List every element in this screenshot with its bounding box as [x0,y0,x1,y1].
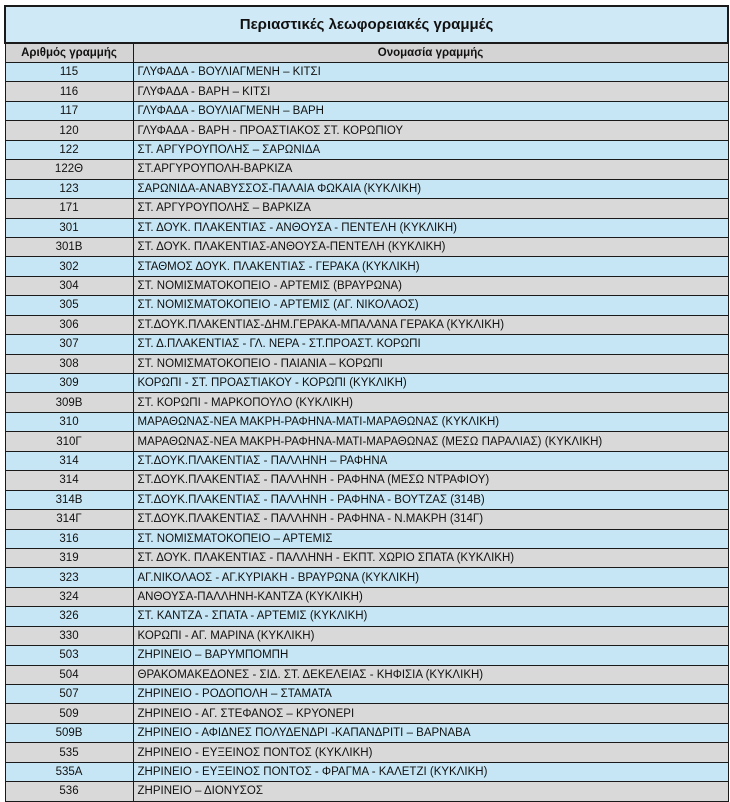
line-name-cell: ΣΤ. ΑΡΓΥΡΟΥΠΟΛΗΣ – ΣΑΡΩΝΙΔΑ [133,140,728,159]
table-row [5,743,728,762]
line-number-cell: 535Α [5,762,133,781]
line-number-cell: 319 [5,548,133,567]
line-number-cell: 306 [5,315,133,334]
table-row [5,101,728,120]
column-header-number: Αριθμός γραμμής [5,43,133,63]
line-name-cell: ΣΤ. ΝΟΜΙΣΜΑΤΟΚΟΠΕΙΟ - ΑΡΤΕΜΙΣ (ΒΡΑΥΡΩΝΑ) [133,276,728,295]
line-name-cell: ΣΤ. ΔΟΥΚ. ΠΛΑΚΕΝΤΙΑΣ - ΠΑΛΛΗΝΗ - ΕΚΠΤ. ΧΩΡΙΟ ΣΠΑΤΑ (ΚΥΚΛΙΚΗ) [133,548,728,567]
table-row [5,762,728,781]
line-number-cell: 309 [5,374,133,393]
line-name-cell: ΣΤ.ΔΟΥΚ.ΠΛΑΚΕΝΤΙΑΣ - ΠΑΛΛΗΝΗ - ΡΑΦΗΝΑ - Ν.ΜΑΚΡΗ (314Γ) [133,510,728,529]
line-number-cell: 117 [5,101,133,120]
line-name-cell: ΣΤ. ΑΡΓΥΡΟΥΠΟΛΗΣ – ΒΑΡΚΙΖΑ [133,199,728,218]
table-row [5,782,728,801]
line-number-cell: 324 [5,587,133,606]
line-number-cell: 307 [5,335,133,354]
line-number-cell: 504 [5,665,133,684]
header-row [5,43,728,63]
table-row [5,140,728,159]
line-name-cell: ΚΟΡΩΠΙ - ΑΓ. ΜΑΡΙΝΑ (ΚΥΚΛΙΚΗ) [133,626,728,645]
line-name-cell: ΖΗΡΙΝΕΙΟ - ΕΥΞΕΙΝΟΣ ΠΟΝΤΟΣ (ΚΥΚΛΙΚΗ) [133,743,728,762]
line-name-cell: ΜΑΡΑΘΩΝΑΣ-ΝΕΑ ΜΑΚΡΗ-ΡΑΦΗΝΑ-ΜΑΤΙ-ΜΑΡΑΘΩΝΑΣ (ΚΥΚΛΙΚΗ) [133,412,728,431]
line-name-cell: ΖΗΡΙΝΕΙΟ - ΡΟΔΟΠΟΛΗ – ΣΤΑΜΑΤΑ [133,685,728,704]
line-number-cell: 310Γ [5,432,133,451]
line-name-cell: ΖΗΡΙΝΕΙΟ - ΕΥΞΕΙΝΟΣ ΠΟΝΤΟΣ - ΦΡΑΓΜΑ - ΚΑΛΕΤΖΙ (ΚΥΚΛΙΚΗ) [133,762,728,781]
line-number-cell: 503 [5,646,133,665]
line-number-cell: 309Β [5,393,133,412]
table-row [5,296,728,315]
line-name-cell: ΣΤ.ΔΟΥΚ.ΠΛΑΚΕΝΤΙΑΣ - ΠΑΛΛΗΝΗ - ΡΑΦΗΝΑ (ΜΕΣΩ ΝΤΡΑΦΙΟΥ) [133,471,728,490]
line-name-cell: ΣΤ. ΚΟΡΩΠΙ - ΜΑΡΚΟΠΟΥΛΟ (ΚΥΚΛΙΚΗ) [133,393,728,412]
table-row [5,121,728,140]
line-number-cell: 122 [5,140,133,159]
table-row [5,510,728,529]
table-row [5,160,728,179]
line-name-cell: ΓΛΥΦΑΔΑ - ΒΑΡΗ - ΠΡΟΑΣΤΙΑΚΟΣ ΣΤ. ΚΟΡΩΠΙΟΥ [133,121,728,140]
line-name-cell: ΣΤ. ΔΟΥΚ. ΠΛΑΚΕΝΤΙΑΣ-ΑΝΘΟΥΣΑ-ΠΕΝΤΕΛΗ (ΚΥΚΛΙΚΗ) [133,237,728,256]
line-name-cell: ΣΤ. ΝΟΜΙΣΜΑΤΟΚΟΠΕΙΟ - ΑΡΤΕΜΙΣ (ΑΓ. ΝΙΚΟΛΑΟΣ) [133,296,728,315]
line-number-cell: 301 [5,218,133,237]
table-row [5,218,728,237]
table-row [5,335,728,354]
line-name-cell: ΣΤ.ΔΟΥΚ.ΠΛΑΚΕΝΤΙΑΣ - ΠΑΛΛΗΝΗ – ΡΑΦΗΝΑ [133,451,728,470]
table-row [5,354,728,373]
table-row [5,587,728,606]
bus-lines-sheet [4,5,727,802]
line-name-cell: ΣΤ.ΔΟΥΚ.ΠΛΑΚΕΝΤΙΑΣ-ΔΗΜ.ΓΕΡΑΚΑ-ΜΠΑΛΑΝΑ ΓΕΡΑΚΑ (ΚΥΚΛΙΚΗ) [133,315,728,334]
line-number-cell: 509Β [5,723,133,742]
table-row [5,432,728,451]
table-row [5,665,728,684]
line-number-cell: 304 [5,276,133,295]
table-row [5,451,728,470]
table-body [5,63,728,802]
line-name-cell: ΣΤΑΘΜΟΣ ΔΟΥΚ. ΠΛΑΚΕΝΤΙΑΣ - ΓΕΡΑΚΑ (ΚΥΚΛΙΚΗ) [133,257,728,276]
table-row [5,471,728,490]
table-row [5,276,728,295]
line-name-cell: ΓΛΥΦΑΔΑ - ΒΟΥΛΙΑΓΜΕΝΗ – ΒΑΡΗ [133,101,728,120]
line-number-cell: 301Β [5,237,133,256]
line-number-cell: 314 [5,471,133,490]
table-row [5,315,728,334]
line-number-cell: 305 [5,296,133,315]
line-number-cell: 122Θ [5,160,133,179]
line-name-cell: ΣΤ.ΑΡΓΥΡΟΥΠΟΛΗ-ΒΑΡΚΙΖΑ [133,160,728,179]
line-name-cell: ΓΛΥΦΑΔΑ - ΒΟΥΛΙΑΓΜΕΝΗ – ΚΙΤΣΙ [133,63,728,82]
line-name-cell: ΖΗΡΙΝΕΙΟ - ΑΦΙΔΝΕΣ ΠΟΛΥΔΕΝΔΡΙ -ΚΑΠΑΝΔΡΙΤΙ – ΒΑΡΝΑΒΑ [133,723,728,742]
line-number-cell: 535 [5,743,133,762]
line-number-cell: 326 [5,607,133,626]
line-name-cell: ΣΤ. ΝΟΜΙΣΜΑΤΟΚΟΠΕΙΟ - ΠΑΙΑΝΙΑ – ΚΟΡΩΠΙ [133,354,728,373]
line-name-cell: ΓΛΥΦΑΔΑ - ΒΑΡΗ – ΚΙΤΣΙ [133,82,728,101]
table-row [5,237,728,256]
line-number-cell: 302 [5,257,133,276]
line-number-cell: 308 [5,354,133,373]
table-row [5,568,728,587]
line-name-cell: ΣΤ.ΔΟΥΚ.ΠΛΑΚΕΝΤΙΑΣ - ΠΑΛΛΗΝΗ - ΡΑΦΗΝΑ - ΒΟΥΤΖΑΣ (314Β) [133,490,728,509]
line-name-cell: ΖΗΡΙΝΕΙΟ – ΒΑΡΥΜΠΟΜΠΗ [133,646,728,665]
line-number-cell: 120 [5,121,133,140]
table-row [5,548,728,567]
table-row [5,490,728,509]
line-name-cell: ΖΗΡΙΝΕΙΟ – ΔΙΟΝΥΣΟΣ [133,782,728,801]
line-number-cell: 323 [5,568,133,587]
table-row [5,82,728,101]
line-name-cell: ΚΟΡΩΠΙ - ΣΤ. ΠΡΟΑΣΤΙΑΚΟΥ - ΚΟΡΩΠΙ (ΚΥΚΛΙΚΗ) [133,374,728,393]
table-row [5,179,728,198]
table-title: Περιαστικές λεωφορειακές γραμμές [5,6,728,43]
line-number-cell: 507 [5,685,133,704]
bus-lines-table [4,5,729,802]
line-number-cell: 116 [5,82,133,101]
line-number-cell: 536 [5,782,133,801]
line-name-cell: ΘΡΑΚΟΜΑΚΕΔΟΝΕΣ - ΣΙΔ. ΣΤ. ΔΕΚΕΛΕΙΑΣ - ΚΗΦΙΣΙΑ (ΚΥΚΛΙΚΗ) [133,665,728,684]
line-number-cell: 310 [5,412,133,431]
table-row [5,607,728,626]
table-row [5,63,728,82]
table-row [5,257,728,276]
line-name-cell: ΣΤ. Δ.ΠΛΑΚΕΝΤΙΑΣ - ΓΛ. ΝΕΡΑ - ΣΤ.ΠΡΟΑΣΤ. ΚΟΡΩΠΙ [133,335,728,354]
table-row [5,646,728,665]
line-number-cell: 314Γ [5,510,133,529]
line-name-cell: ΜΑΡΑΘΩΝΑΣ-ΝΕΑ ΜΑΚΡΗ-ΡΑΦΗΝΑ-ΜΑΤΙ-ΜΑΡΑΘΩΝΑΣ (ΜΕΣΩ ΠΑΡΑΛΙΑΣ) (ΚΥΚΛΙΚΗ) [133,432,728,451]
line-number-cell: 314Β [5,490,133,509]
line-name-cell: ΖΗΡΙΝΕΙΟ - ΑΓ. ΣΤΕΦΑΝΟΣ – ΚΡΥΟΝΕΡΙ [133,704,728,723]
table-row [5,704,728,723]
line-number-cell: 314 [5,451,133,470]
line-number-cell: 509 [5,704,133,723]
table-row [5,685,728,704]
line-name-cell: ΣΤ. ΔΟΥΚ. ΠΛΑΚΕΝΤΙΑΣ - ΑΝΘΟΥΣΑ - ΠΕΝΤΕΛΗ (ΚΥΚΛΙΚΗ) [133,218,728,237]
line-name-cell: ΣΤ. ΚΑΝΤΖΑ - ΣΠΑΤΑ - ΑΡΤΕΜΙΣ (ΚΥΚΛΙΚΗ) [133,607,728,626]
table-row [5,723,728,742]
line-number-cell: 171 [5,199,133,218]
table-row [5,393,728,412]
table-row [5,412,728,431]
table-row [5,626,728,645]
table-row [5,374,728,393]
line-number-cell: 330 [5,626,133,645]
column-header-name: Ονομασία γραμμής [133,43,728,63]
table-row [5,199,728,218]
line-number-cell: 123 [5,179,133,198]
line-name-cell: ΣΤ. ΝΟΜΙΣΜΑΤΟΚΟΠΕΙΟ – ΑΡΤΕΜΙΣ [133,529,728,548]
line-number-cell: 115 [5,63,133,82]
table-row [5,529,728,548]
line-name-cell: ΣΑΡΩΝΙΔΑ-ΑΝΑΒΥΣΣΟΣ-ΠΑΛΑΙΑ ΦΩΚΑΙΑ (ΚΥΚΛΙΚΗ) [133,179,728,198]
line-name-cell: ΑΓ.ΝΙΚΟΛΑΟΣ - ΑΓ.ΚΥΡΙΑΚΗ - ΒΡΑΥΡΩΝΑ (ΚΥΚΛΙΚΗ) [133,568,728,587]
line-name-cell: ΑΝΘΟΥΣΑ-ΠΑΛΛΗΝΗ-ΚΑΝΤΖΑ (ΚΥΚΛΙΚΗ) [133,587,728,606]
line-number-cell: 316 [5,529,133,548]
